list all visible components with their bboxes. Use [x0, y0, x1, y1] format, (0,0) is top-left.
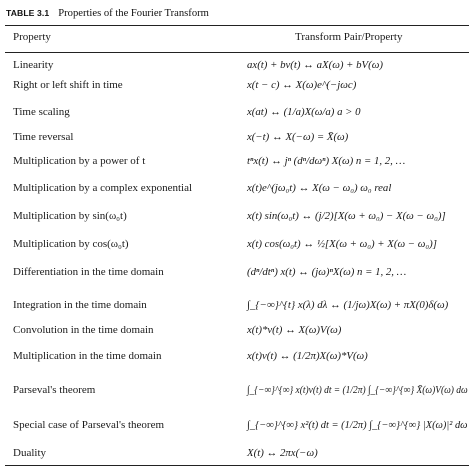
- property-cell: Linearity: [13, 59, 54, 71]
- property-cell: Right or left shift in time: [13, 79, 123, 91]
- transform-pair-cell: x(t − c) ↔ X(ω)e^(−jωc): [247, 79, 357, 91]
- table-row: [0, 447, 474, 461]
- property-cell: Differentiation in the time domain: [13, 266, 164, 278]
- transform-pair-cell: ∫_{−∞}^{t} x(λ) dλ ↔ (1/jω)X(ω) + πX(0)δ(ω): [247, 299, 449, 311]
- property-cell: Multiplication by a power of t: [13, 155, 146, 167]
- transform-pair-cell: x(t)*v(t) ↔ X(ω)V(ω): [247, 324, 342, 336]
- property-cell: Duality: [13, 447, 46, 459]
- table-label: TABLE 3.1: [6, 8, 50, 18]
- transform-pair-cell: x(t) sin(ω₀t) ↔ (j/2)[X(ω + ω₀) − X(ω − ω₀)]: [247, 210, 446, 222]
- column-header-property: Property: [13, 31, 51, 43]
- table-row: [0, 131, 474, 145]
- table-row: [0, 155, 474, 169]
- transform-pair-cell: (dⁿ/dtⁿ) x(t) ↔ (jω)ⁿX(ω) n = 1, 2, …: [247, 266, 407, 278]
- table-row: [0, 79, 474, 93]
- table-row: [0, 182, 474, 196]
- table-row: [0, 106, 474, 120]
- property-cell: Time scaling: [13, 106, 70, 118]
- property-cell: Multiplication by cos(ω₀t): [13, 238, 129, 250]
- transform-pair-cell: X(t) ↔ 2πx(−ω): [247, 447, 318, 459]
- table-caption: [6, 5, 209, 21]
- table-row: [0, 210, 474, 224]
- transform-pair-cell: ax(t) + bv(t) ↔ aX(ω) + bV(ω): [247, 59, 383, 71]
- property-cell: Multiplication by sin(ω₀t): [13, 210, 127, 222]
- table-row: [0, 299, 474, 313]
- transform-pair-cell: x(at) ↔ (1/a)X(ω/a) a > 0: [247, 106, 361, 118]
- property-cell: Multiplication in the time domain: [13, 350, 162, 362]
- transform-pair-cell: x(t)v(t) ↔ (1/2π)X(ω)*V(ω): [247, 350, 368, 362]
- table-title: Properties of the Fourier Transform: [58, 7, 209, 19]
- transform-pair-cell: x(t)e^(jω₀t) ↔ X(ω − ω₀) ω₀ real: [247, 182, 392, 194]
- table-row: [0, 384, 474, 398]
- transform-pair-cell: x(−t) ↔ X(−ω) = X̄(ω): [247, 131, 349, 143]
- table-row: [0, 59, 474, 73]
- transform-pair-cell: tⁿx(t) ↔ jⁿ (dⁿ/dωⁿ) X(ω) n = 1, 2, …: [247, 155, 406, 167]
- table-row: [0, 324, 474, 338]
- header-rule: [5, 52, 469, 53]
- property-cell: Integration in the time domain: [13, 299, 147, 311]
- property-cell: Parseval's theorem: [13, 384, 96, 396]
- top-rule: [5, 25, 469, 26]
- transform-pair-cell: x(t) cos(ω₀t) ↔ ½[X(ω + ω₀) + X(ω − ω₀)]: [247, 238, 437, 250]
- property-cell: Multiplication by a complex exponential: [13, 182, 193, 194]
- table-row: [0, 350, 474, 364]
- transform-pair-cell: ∫_{−∞}^{∞} x²(t) dt = (1/2π) ∫_{−∞}^{∞} |X(ω)|² dω: [247, 419, 468, 431]
- column-header-transform-pair: Transform Pair/Property: [295, 31, 403, 43]
- property-cell: Special case of Parseval's theorem: [13, 419, 165, 431]
- table-row: [0, 419, 474, 433]
- bottom-rule: [5, 465, 469, 466]
- property-cell: Time reversal: [13, 131, 74, 143]
- table-row: [0, 266, 474, 280]
- table-row: [0, 238, 474, 252]
- transform-pair-cell: ∫_{−∞}^{∞} x(t)v(t) dt = (1/2π) ∫_{−∞}^{∞} X̄(ω)V(ω) dω: [247, 384, 468, 396]
- property-cell: Convolution in the time domain: [13, 324, 154, 336]
